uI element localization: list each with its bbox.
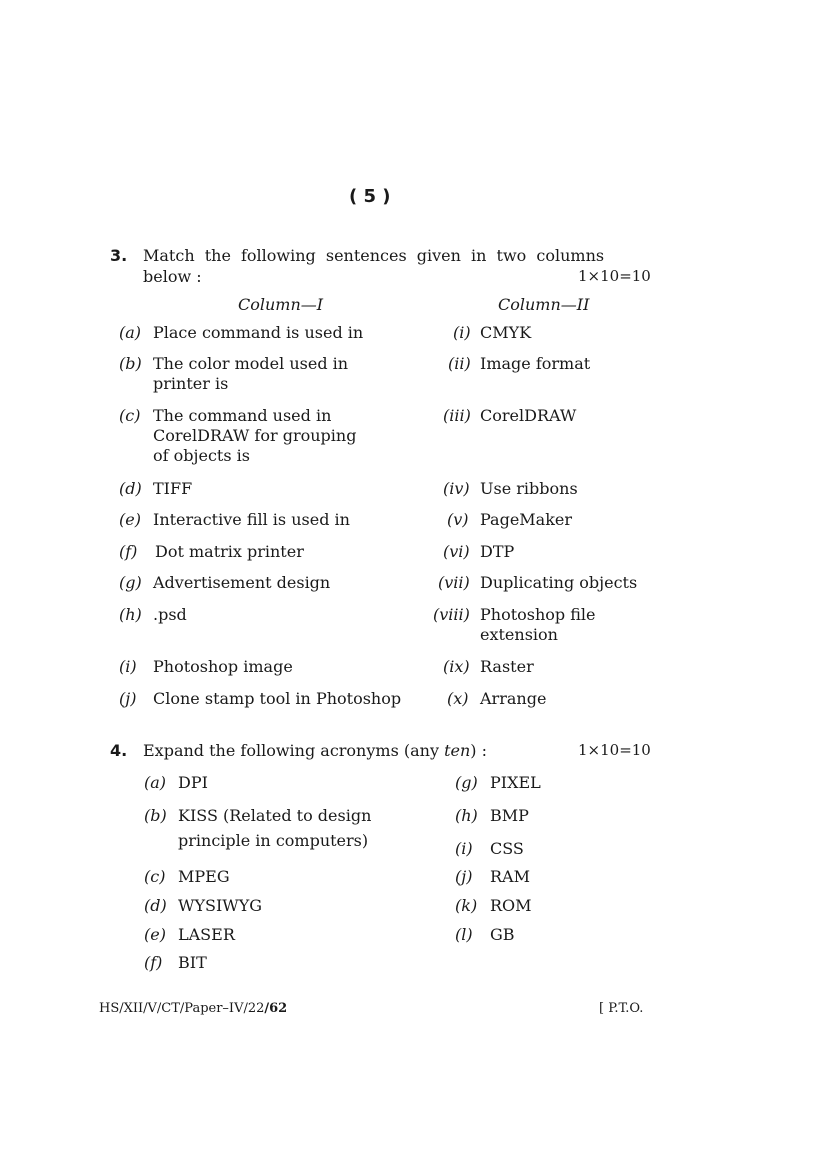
acronym-c-label: (c): [144, 867, 166, 886]
question-4-text-post: ) :: [470, 741, 487, 760]
row-j-match-text: Arrange: [480, 689, 547, 708]
acronym-b-text-cont: principle in computers): [178, 831, 369, 850]
row-i-match-label: (ix): [443, 657, 470, 676]
row-d-match-label: (iv): [443, 479, 470, 498]
row-j-match-label: (x): [447, 689, 469, 708]
row-i-match-text: Raster: [480, 657, 534, 676]
acronym-d-label: (d): [144, 896, 167, 915]
acronym-f-text: BIT: [178, 953, 207, 972]
row-d-match-text: Use ribbons: [480, 479, 578, 498]
acronym-h-text: BMP: [490, 806, 529, 825]
question-4-text-emphasis: ten: [444, 741, 471, 760]
row-b-match-text: Image format: [480, 354, 591, 373]
acronym-l-text: GB: [490, 925, 515, 944]
row-d-label: (d): [119, 479, 142, 498]
row-j-text: Clone stamp tool in Photoshop: [153, 689, 402, 708]
row-h-match-text: Photoshop file extension: [480, 605, 596, 644]
row-b-label: (b): [119, 354, 142, 373]
question-4-number: 4.: [110, 741, 128, 760]
row-h-text: .psd: [153, 605, 187, 624]
row-a-label: (a): [119, 323, 142, 342]
question-4-marks: 1×10=10: [578, 741, 651, 759]
acronym-a-label: (a): [144, 773, 167, 792]
acronym-f-label: (f): [144, 953, 163, 972]
acronym-a-text: DPI: [178, 773, 208, 792]
page-number: ( 5 ): [349, 186, 391, 207]
acronym-d-text: WYSIWYG: [178, 896, 263, 915]
row-i-label: (i): [119, 657, 137, 676]
row-f-match-label: (vi): [443, 542, 470, 561]
acronym-k-text: ROM: [490, 896, 532, 915]
acronym-i-label: (i): [455, 839, 473, 858]
acronym-e-text: LASER: [178, 925, 235, 944]
row-a-match-label: (i): [453, 323, 471, 342]
acronym-l-label: (l): [455, 925, 473, 944]
row-e-text: Interactive fill is used in: [153, 510, 350, 529]
paper-code-suffix: /62: [264, 1001, 288, 1016]
acronym-k-label: (k): [455, 896, 478, 915]
column-1-header: Column—I: [238, 295, 324, 314]
row-c-label: (c): [119, 406, 141, 425]
pto-marker: [ P.T.O.: [599, 1001, 644, 1016]
row-c-match-label: (iii): [443, 406, 471, 425]
question-3-text: Match the following sentences given in two columns: [143, 246, 605, 265]
paper-code-prefix: HS/XII/V/CT/Paper–IV/22: [99, 1001, 265, 1016]
acronym-g-text: PIXEL: [490, 773, 541, 792]
row-f-match-text: DTP: [480, 542, 515, 561]
row-f-label: (f): [119, 542, 138, 561]
row-f-text: Dot matrix printer: [155, 542, 304, 561]
acronym-c-text: MPEG: [178, 867, 230, 886]
question-4-text-pre: Expand the following acronyms (any: [143, 741, 445, 760]
row-e-match-label: (v): [447, 510, 469, 529]
row-g-match-text: Duplicating objects: [480, 573, 638, 592]
row-e-match-text: PageMaker: [480, 510, 573, 529]
row-h-match-label: (viii): [433, 605, 470, 624]
row-e-label: (e): [119, 510, 141, 529]
acronym-i-text: CSS: [490, 839, 524, 858]
row-i-text: Photoshop image: [153, 657, 293, 676]
acronym-b-text: KISS (Related to design: [178, 806, 372, 825]
row-a-text: Place command is used in: [153, 323, 364, 342]
row-d-text: TIFF: [153, 479, 193, 498]
acronym-j-text: RAM: [490, 867, 530, 886]
row-j-label: (j): [119, 689, 137, 708]
acronym-g-label: (g): [455, 773, 478, 792]
row-b-text: The color model used in printer is: [153, 354, 349, 393]
question-3-marks: 1×10=10: [578, 267, 651, 285]
question-3-number: 3.: [110, 246, 128, 265]
question-3-text-cont: below :: [143, 267, 202, 286]
row-c-text: The command used in CorelDRAW for grouping of objects is: [153, 406, 357, 465]
row-c-match-text: CorelDRAW: [480, 406, 577, 425]
paper-code: [99, 1001, 287, 1016]
row-h-label: (h): [119, 605, 142, 624]
acronym-e-label: (e): [144, 925, 166, 944]
row-a-match-text: CMYK: [480, 323, 532, 342]
acronym-h-label: (h): [455, 806, 478, 825]
row-g-label: (g): [119, 573, 142, 592]
row-g-match-label: (vii): [438, 573, 470, 592]
row-g-text: Advertisement design: [153, 573, 331, 592]
question-4-text: [143, 741, 487, 760]
acronym-b-label: (b): [144, 806, 167, 825]
row-b-match-label: (ii): [448, 354, 471, 373]
acronym-j-label: (j): [455, 867, 473, 886]
column-2-header: Column—II: [498, 295, 590, 314]
